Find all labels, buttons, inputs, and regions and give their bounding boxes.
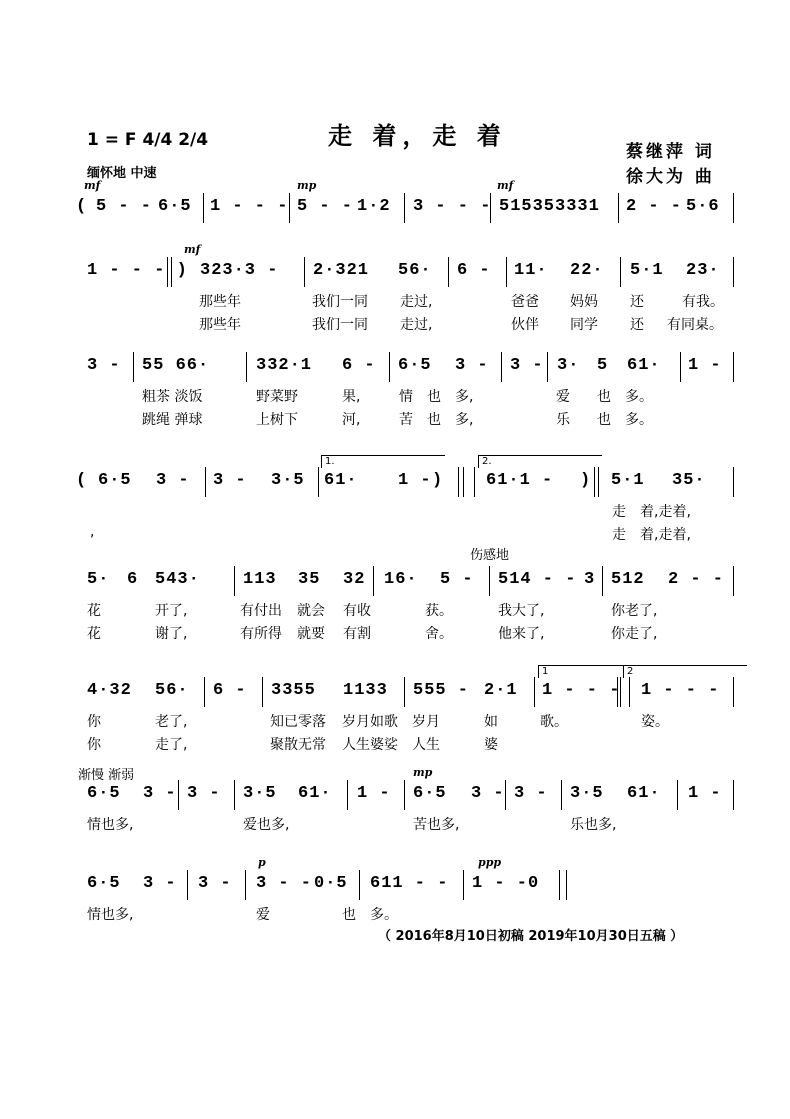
lyric-text: 有同桌。 [667,317,723,333]
note-group: 3 - [87,356,121,375]
lyric-text: 我们一同 [312,317,368,333]
note-group: ( [76,197,88,216]
note-group: 35 [298,570,321,589]
note-group: 55 66· [142,356,210,375]
lyric-text: 开了, [155,603,188,619]
lyric-text: 爸爸 [511,294,539,310]
lyric-text: 河, [342,412,361,428]
note-group: 61· [298,784,332,803]
bar-line [559,870,560,900]
lyric-text: 就要 [297,626,325,642]
lyric-text: 多。 [625,412,653,428]
lyric-text: 人生 [412,737,440,753]
lyric-text: 果, [342,389,361,405]
volta-bracket: 1 [538,665,662,678]
lyric-text: 有割 [343,626,371,642]
note-group: 3 - [514,784,548,803]
note-group: 3 - [471,784,505,803]
lyric-text: 多, [455,412,474,428]
note-group: 1 - [688,784,722,803]
note-group: 6·5 [87,874,121,893]
note-group: 1 - [398,471,432,490]
bar-line [733,467,734,497]
bar-line [318,467,319,497]
lyric-text: 也 [342,907,356,923]
dynamic-marking: p [258,856,266,869]
bar-line [262,677,263,707]
bar-line [448,257,449,287]
lyric-text: 知已零落 [270,714,326,730]
lyric-text: 也 [597,389,611,405]
lyric-text: 你老了, [611,603,658,619]
bar-line [489,566,490,596]
bar-line [404,677,405,707]
note-group: 6·5 [158,197,192,216]
note-group: 6·5 [98,471,132,490]
dynamic-marking: mp [413,766,433,779]
bar-line [620,257,621,287]
staff-expression: 伤感地 [470,548,510,563]
lyric-text: 我大了, [498,603,545,619]
note-group: 332·1 [256,356,313,375]
bar-line [203,193,204,223]
lyric-text: 情也多, [87,907,134,923]
note-group: 3 - - - [413,197,492,216]
note-group: 1 - [357,784,391,803]
note-group: 323·3 - [200,261,279,280]
lyric-text: 岁月如歌 [342,714,398,730]
lyric-text: 粗茶 淡饭 [142,389,203,405]
note-group: 3 - [198,874,232,893]
bar-line [506,257,507,287]
lyric-text: 着,走着, [640,504,691,520]
lyric-text: 多, [455,389,474,405]
lyric-text: 伙伴 [511,317,539,333]
key-time-signature: 1 = F 4/4 2/4 [87,130,209,150]
lyricist-credit: 蔡继萍 词 [626,142,715,162]
bar-line [505,780,506,810]
bar-line [617,677,618,707]
lyric-text: 你 [87,714,101,730]
dynamic-marking: mp [297,179,317,192]
lyric-text: 也 [427,389,441,405]
composer-credit: 徐大为 曲 [626,167,715,187]
bar-line [463,467,464,497]
lyric-text: 歌。 [540,714,568,730]
bar-line [178,780,179,810]
lyric-text: 妈妈 [570,294,598,310]
lyric-text: 苦 [399,412,413,428]
note-group: 6·5 [398,356,432,375]
bar-line [404,193,405,223]
lyric-text: 你走了, [611,626,658,642]
note-group: 22· [570,261,604,280]
bar-line [594,467,595,497]
bar-line [561,780,562,810]
note-group: 2 - - [668,570,725,589]
note-group: 1133 [343,681,388,700]
dynamic-marking: mf [84,179,101,192]
lyric-text: 着,走着, [640,527,691,543]
bar-line [245,870,246,900]
lyric-text: 乐也多, [570,817,617,833]
dynamic-marking: mf [184,243,201,256]
note-group: 1 - - - [641,681,720,700]
note-group: 5 - - [96,197,153,216]
lyric-text: 谢了, [155,626,188,642]
note-group: 5·1 [611,471,645,490]
lyric-text: 有我。 [682,294,724,310]
lyric-text: 舍。 [425,626,453,642]
bar-line [629,677,630,707]
note-group: 35· [672,471,706,490]
lyric-text: 我们一同 [312,294,368,310]
lyric-text: 乐 [556,412,570,428]
lyric-text: 花 [87,603,101,619]
dynamic-marking: mf [497,179,514,192]
bar-line [234,780,235,810]
note-group: 23· [686,261,720,280]
revision-footer: （ 2016年8月10日初稿 2019年10月30日五稿 ） [378,929,684,944]
lyric-text: 还 [630,317,644,333]
lyric-text: 就会 [297,603,325,619]
note-group: 3 - [455,356,489,375]
note-group: 3· [557,356,580,375]
note-group: ) [580,471,592,490]
bar-line [133,352,134,382]
note-group: 555 - [413,681,470,700]
bar-line [404,780,405,810]
note-group: 1·2 [357,197,391,216]
bar-line [389,352,390,382]
note-group: 5· [87,570,110,589]
note-group: 1 - - - [210,197,289,216]
bar-line [602,566,603,596]
note-group: 5·1 [630,261,664,280]
note-group: 5 - - [297,197,354,216]
note-group: 4·32 [87,681,132,700]
note-group: 3 - [213,471,247,490]
note-group: 5·6 [686,197,720,216]
lyric-text: 也 [597,412,611,428]
note-group: 3355 [271,681,316,700]
bar-line [534,677,535,707]
bar-line [246,352,247,382]
lyric-text: 情也多, [87,817,134,833]
note-group: 61· [627,356,661,375]
note-group: 514 - - [498,570,577,589]
lyric-text: 同学 [570,317,598,333]
lyric-text: 岁月 [412,714,440,730]
lyric-text: 你 [87,737,101,753]
lyric-text: 走过, [400,317,433,333]
lyric-text: 如 [484,714,498,730]
note-group: 0·5 [314,874,348,893]
lyric-text: 上树下 [256,412,298,428]
note-group: 3 - - [256,874,313,893]
lyric-text: 走 [612,527,626,543]
bar-line [205,467,206,497]
lyric-text: 有所得 [240,626,282,642]
staff-expression: 渐慢 渐弱 [78,768,135,783]
volta-bracket: 2. [478,455,602,468]
bar-line [680,352,681,382]
bar-line [566,870,567,900]
note-group: 512 [611,570,645,589]
note-group: 3·5 [243,784,277,803]
bar-line [733,566,734,596]
note-group: 56· [155,681,189,700]
note-group: 6·5 [87,784,121,803]
note-group: 1 - - - [542,681,621,700]
bar-line [187,870,188,900]
lyric-text: 有付出 [240,603,282,619]
note-group: 61· [324,471,358,490]
lyric-text: 多。 [370,907,398,923]
note-group: 11· [514,261,548,280]
lyric-text: 聚散无常 [270,737,326,753]
lyric-text: 花 [87,626,101,642]
bar-line [733,193,734,223]
note-group: 6 - [457,261,491,280]
dynamic-marking: ppp [478,856,502,869]
bar-line [458,467,459,497]
lyric-text: 苦也多, [413,817,460,833]
lyric-text: 走了, [155,737,188,753]
bar-line [234,566,235,596]
note-group: 3 - [143,784,177,803]
lyric-text: 姿。 [641,714,669,730]
lyric-text: 情 [399,389,413,405]
bar-line [304,257,305,287]
volta-bracket: 2 [623,665,747,678]
note-group: 5 [597,356,609,375]
lyric-text: 他来了, [498,626,545,642]
lyric-text: 那些年 [199,294,241,310]
note-group: 56· [398,261,432,280]
note-group: 3·5 [570,784,604,803]
bar-line [618,193,619,223]
note-group: 6·5 [413,784,447,803]
bar-line [474,467,475,497]
note-group: 1 - - [472,874,529,893]
note-group: 3·5 [271,471,305,490]
note-group: 515353331 [499,197,600,216]
note-group: 6 [127,570,139,589]
song-title: 走 着，走 着 [328,121,507,150]
lyric-text: 获。 [425,603,453,619]
note-group: 3 - [187,784,221,803]
lyric-text: 那些年 [199,317,241,333]
note-group: 113 [243,570,277,589]
note-group: 5 - [440,570,474,589]
volta-bracket: 1. [321,455,445,468]
bar-line [620,677,621,707]
bar-line [373,566,374,596]
bar-line [490,193,491,223]
lyric-text: 爱也多, [243,817,290,833]
lyric-text: 有收 [343,603,371,619]
note-group: 61· [627,784,661,803]
lyric-text: 跳绳 弹球 [142,412,203,428]
bar-line [347,780,348,810]
note-group: 3 - [143,874,177,893]
lyric-text: 爱 [256,907,270,923]
note-group: 3 [584,570,596,589]
lyric-text: 多。 [625,389,653,405]
bar-line [733,780,734,810]
bar-line [359,870,360,900]
bar-line [547,352,548,382]
bar-line [733,352,734,382]
bar-line [733,677,734,707]
lyric-text: , [90,524,95,540]
lyric-text: 走 [612,504,626,520]
bar-line [204,677,205,707]
note-group: 3 - [510,356,544,375]
bar-line [171,257,172,287]
bar-line [677,780,678,810]
bar-line [501,352,502,382]
lyric-text: 还 [630,294,644,310]
bar-line [167,257,168,287]
note-group: 61·1 - [486,471,554,490]
expression-marking: 缅怀地 中速 [87,166,157,181]
lyric-text: 走过, [400,294,433,310]
lyric-text: 爱 [556,389,570,405]
lyric-text: 老了, [155,714,188,730]
note-group: 0 [528,874,540,893]
note-group: ( [76,471,88,490]
lyric-text: 也 [427,412,441,428]
bar-line [733,257,734,287]
note-group: 1 - [688,356,722,375]
note-group: 611 - - [370,874,449,893]
note-group: 1 - - - ) [87,261,188,280]
bar-line [463,870,464,900]
note-group: 2 - - [626,197,683,216]
note-group: 16· [384,570,418,589]
lyric-text: 婆 [484,737,498,753]
note-group: 2·321 [313,261,370,280]
note-group: 3 - [156,471,190,490]
note-group: 32 [343,570,366,589]
note-group: 6 - [342,356,376,375]
bar-line [289,193,290,223]
lyric-text: 野菜野 [256,389,298,405]
note-group: 543· [155,570,200,589]
lyric-text: 人生婆娑 [342,737,398,753]
note-group: ) [432,471,444,490]
bar-line [598,467,599,497]
note-group: 6 - [213,681,247,700]
note-group: 2·1 [484,681,518,700]
